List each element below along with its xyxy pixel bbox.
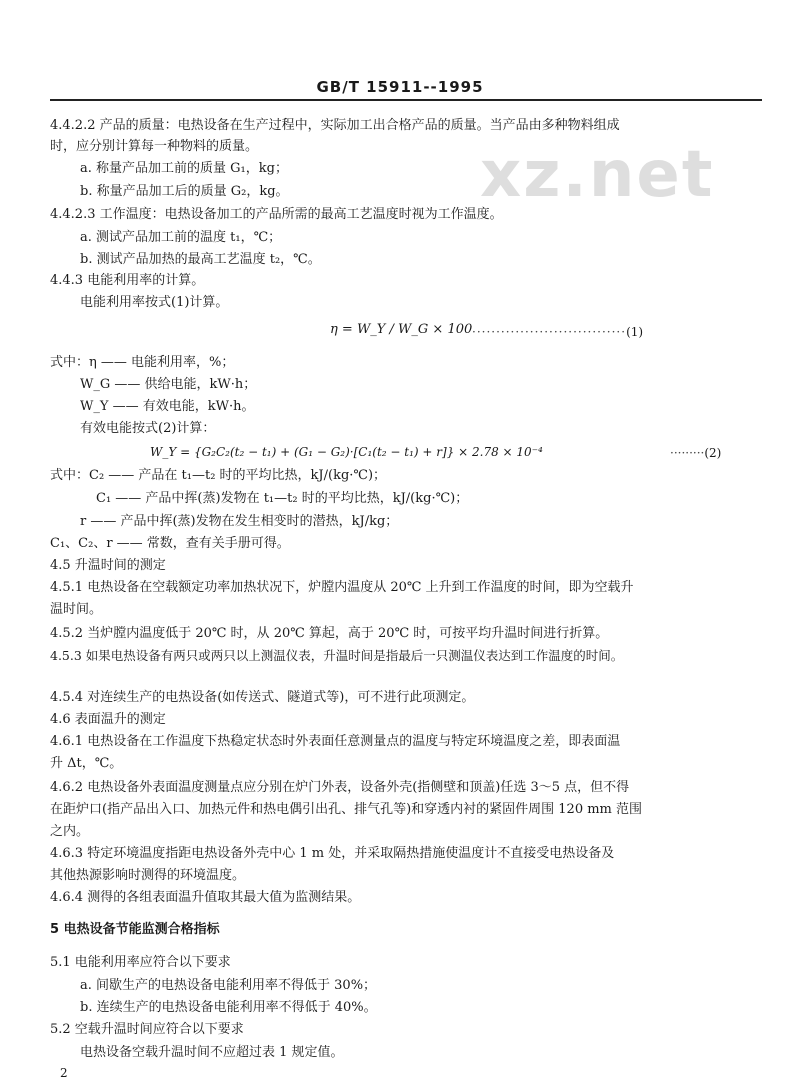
section-heading-5: 5 电热设备节能监测合格指标: [50, 922, 220, 937]
leader-dots: ·········: [670, 446, 705, 460]
clause-4-6-1: 4.6.1 电热设备在工作温度下热稳定状态时外表面任意测量点的温度与特定环境温度之差，即表面温: [50, 734, 621, 749]
clause-4-4-2-3: 4.4.2.3 工作温度：电热设备加工的产品所需的最高工艺温度时视为工作温度。: [50, 207, 503, 222]
clause-4-6-3: 4.6.3 特定环境温度指距电热设备外壳中心 1 m 处，并采取隔热措施使温度计不直接受电热设备及: [50, 846, 615, 861]
list-item-b: b. 测试产品加热的最高工艺温度 t₂，℃。: [80, 252, 321, 267]
clause-4-6-4: 4.6.4 测得的各组表面温升值取其最大值为监测结果。: [50, 890, 361, 905]
constants-note: C₁、C₂、r —— 常数，查有关手册可得。: [50, 536, 290, 551]
clause-4-5-3: 4.5.3 如果电热设备有两只或两只以上测温仪表，升温时间是指最后一只测温仪表达到工作温度的时间。: [50, 648, 624, 663]
clause-4-6-2: 4.6.2 电热设备外表面温度测量点应分别在炉门外表，设备外壳(指侧壁和顶盖)任选 3～5 点，但不得: [50, 780, 630, 795]
page-number: 2: [60, 1066, 68, 1080]
text-line: 电热设备空载升温时间不应超过表 1 规定值。: [80, 1045, 344, 1060]
equation-number-2: [670, 446, 721, 460]
watermark: xz.net: [480, 138, 715, 212]
formula-1: η = W_Y / W_G × 100: [330, 322, 473, 337]
variable-definition: r —— 产品中挥(蒸)发物在发生相变时的潜热，kJ/kg；: [80, 514, 399, 529]
text-line: 在距炉口(指产品出入口、加热元件和热电偶引出孔、排气孔等)和穿透内衬的紧固件周围 120 mm 范围: [50, 802, 643, 817]
variable-definition: W_Y —— 有效电能，kW·h。: [80, 399, 255, 414]
list-item-a: a. 间歇生产的电热设备电能利用率不得低于 30%；: [80, 978, 377, 993]
where-clause: 式中：η —— 电能利用率，%；: [50, 355, 235, 370]
list-item-a: a. 称量产品加工前的质量 G₁，kg；: [80, 161, 288, 176]
list-item-b: b. 称量产品加工后的质量 G₂，kg。: [80, 184, 289, 199]
clause-5-2: 5.2 空载升温时间应符合以下要求: [50, 1022, 244, 1037]
text-line: 之内。: [50, 824, 90, 839]
eqno-label: (1): [626, 325, 644, 339]
text-line: 时，应分别计算每一种物料的质量。: [50, 139, 259, 154]
text-line: 温时间。: [50, 602, 103, 617]
eqno-label: (2): [704, 446, 722, 460]
formula-2: W_Y = {G₂C₂(t₂ − t₁) + (G₁ − G₂)·[C₁(t₂ − t₁) + r]} × 2.78 × 10⁻⁴: [150, 445, 543, 459]
clause-4-5-2: 4.5.2 当炉膛内温度低于 20℃ 时，从 20℃ 算起，高于 20℃ 时，可按平均升温时间进行折算。: [50, 626, 609, 641]
section-heading-4-6: 4.6 表面温升的测定: [50, 712, 166, 727]
equation-number-1: [472, 325, 643, 339]
clause-4-5-1: 4.5.1 电热设备在空载额定功率加热状况下，炉膛内温度从 20℃ 上升到工作温度的时间，即为空载升: [50, 580, 634, 595]
list-item-b: b. 连续生产的电热设备电能利用率不得低于 40%。: [80, 1000, 377, 1015]
clause-4-4-3: 4.4.3 电能利用率的计算。: [50, 273, 205, 288]
clause-4-5-4: 4.5.4 对连续生产的电热设备(如传送式、隧道式等)，可不进行此项测定。: [50, 690, 475, 705]
text-line: 升 Δt，℃。: [50, 756, 123, 771]
where-clause: 式中：C₂ —— 产品在 t₁—t₂ 时的平均比热，kJ/(kg·℃)；: [50, 468, 387, 483]
clause-5-1: 5.1 电能利用率应符合以下要求: [50, 955, 231, 970]
text-line: 电能利用率按式(1)计算。: [80, 295, 229, 310]
leader-dots: ································: [472, 325, 627, 339]
text-line: 有效电能按式(2)计算：: [80, 421, 216, 436]
list-item-a: a. 测试产品加工前的温度 t₁，℃；: [80, 230, 282, 245]
text-line: 其他热源影响时测得的环境温度。: [50, 868, 246, 883]
section-heading-4-5: 4.5 升温时间的测定: [50, 558, 166, 573]
header-rule: [50, 99, 762, 101]
variable-definition: C₁ —— 产品中挥(蒸)发物在 t₁—t₂ 时的平均比热，kJ/(kg·℃)；: [96, 491, 469, 506]
standard-header: GB/T 15911--1995: [316, 78, 484, 96]
variable-definition: W_G —— 供给电能，kW·h；: [80, 377, 257, 392]
clause-4-4-2-2: 4.4.2.2 产品的质量：电热设备在生产过程中，实际加工出合格产品的质量。当产品由多种物料组成: [50, 118, 620, 133]
